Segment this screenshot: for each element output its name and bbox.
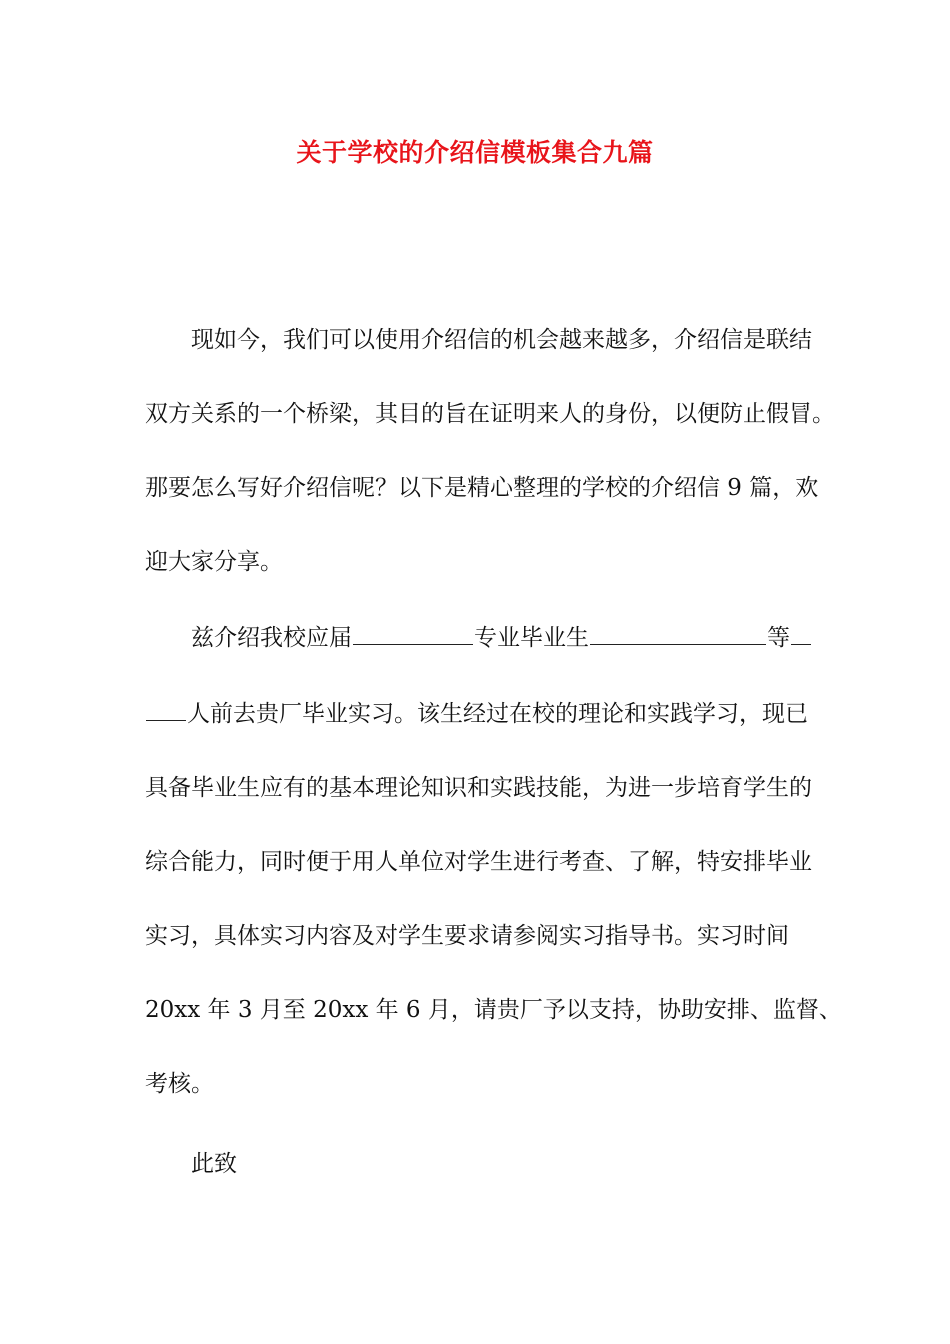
letter-line-3: 具备毕业生应有的基本理论知识和实践技能，为进一步培育学生的: [145, 775, 812, 801]
student-name-blank[interactable]: [590, 622, 766, 645]
intro-line-1: 现如今，我们可以使用介绍信的机会越来越多，介绍信是联结: [191, 327, 812, 353]
document-title: 关于学校的介绍信模板集合九篇: [296, 138, 654, 167]
intro-line-3: 那要怎么写好介绍信呢？以下是精心整理的学校的介绍信 9 篇，欢: [145, 475, 819, 501]
letter-text-etc: 等: [767, 625, 790, 651]
intro-line-2: 双方关系的一个桥梁，其目的旨在证明来人的身份，以便防止假冒。: [145, 401, 835, 427]
letter-line-1: [191, 622, 812, 654]
letter-text-intro: 兹介绍我校应届: [191, 625, 352, 651]
letter-line-5: 实习，具体实习内容及对学生要求请参阅实习指导书。实习时间: [145, 923, 789, 949]
student-count-blank-end[interactable]: [146, 698, 186, 721]
letter-text-internship: 人前去贵厂毕业实习。该生经过在校的理论和实践学习，现已: [187, 701, 808, 727]
letter-closing: 此致: [191, 1151, 237, 1177]
student-count-blank-start[interactable]: [791, 622, 811, 645]
graduation-year-blank[interactable]: [353, 622, 473, 645]
letter-text-major: 专业毕业生: [474, 625, 589, 651]
letter-line-4: 综合能力，同时便于用人单位对学生进行考查、了解，特安排毕业: [145, 849, 812, 875]
letter-line-7: 考核。: [145, 1071, 214, 1097]
letter-line-6: 20xx 年 3 月至 20xx 年 6 月，请贵厂予以支持，协助安排、监督、: [145, 997, 842, 1023]
letter-line-2: [145, 698, 808, 730]
intro-line-4: 迎大家分享。: [145, 549, 283, 575]
